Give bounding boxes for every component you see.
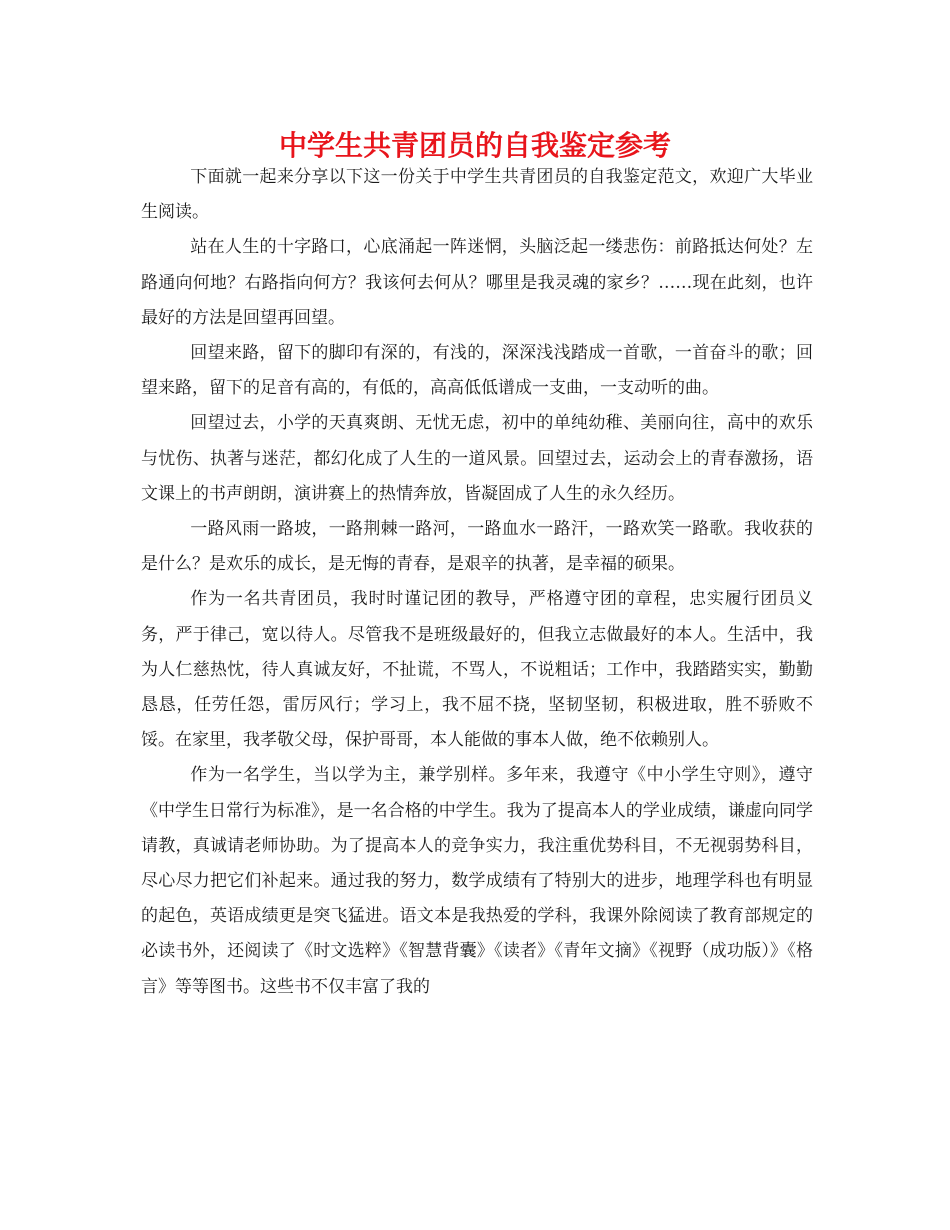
paragraph-crossroads: 站在人生的十字路口，心底涌起一阵迷惘，头脑泛起一缕悲伤：前路抵达何处？左路通向何地？右路指向何方？我该何去何从？哪里是我灵魂的家乡？……现在此刻，也许最好的方法是回望再回望。 [141, 237, 813, 328]
document-body [141, 160, 813, 1005]
document-title: 中学生共青团员的自我鉴定参考 [278, 129, 671, 162]
paragraph-league-member: 作为一名共青团员，我时时谨记团的教导，严格遵守团的章程，忠实履行团员义务，严于律己，宽以待人。尽管我不是班级最好的，但我立志做最好的本人。生活中，我为人仁慈热忱，待人真诚友好，不扯谎，不骂人，不说粗话；工作中，我踏踏实实，勤勤恳恳，任劳任怨，雷厉风行；学习上，我不屈不挠，坚韧坚韧，积极进取，胜不骄败不馁。在家里，我孝敬父母，保护哥哥，本人能做的事本人做，绝不依赖别人。 [141, 589, 813, 751]
paragraph-looking-back-past: 回望过去，小学的天真爽朗、无忧无虑，初中的单纯幼稚、美丽向往，高中的欢乐与忧伤、执著与迷茫，都幻化成了人生的一道风景。回望过去，运动会上的青春激扬，语文课上的书声朗朗，演讲赛上的热情奔放，皆凝固成了人生的永久经历。 [141, 413, 813, 504]
paragraph-looking-back-road: 回望来路，留下的脚印有深的，有浅的，深深浅浅踏成一首歌，一首奋斗的歌；回望来路，留下的足音有高的，有低的，高高低低谱成一支曲，一支动听的曲。 [141, 343, 813, 399]
paragraph-intro: 下面就一起来分享以下这一份关于中学生共青团员的自我鉴定范文，欢迎广大毕业生阅读。 [141, 167, 813, 223]
paragraph-student: 作为一名学生，当以学为主，兼学别样。多年来，我遵守《中小学生守则》，遵守《中学生日常行为标准》，是一名合格的中学生。我为了提高本人的学业成绩，谦虚向同学请教，真诚请老师协助。为了提高本人的竞争实力，我注重优势科目，不无视弱势科目，尽心尽力把它们补起来。通过我的努力，数学成绩有了特别大的进步，地理学科也有明显的起色，英语成绩更是突飞猛进。语文本是我热爱的学科，我课外除阅读了教育部规定的必读书外，还阅读了《时文选粹》《智慧背囊》《读者》《青年文摘》《视野（成功版）》《格言》等等图书。这些书不仅丰富了我的 [141, 765, 813, 997]
paragraph-journey: 一路风雨一路坡，一路荆棘一路河，一路血水一路汗，一路欢笑一路歌。我收获的是什么？是欢乐的成长，是无悔的青春，是艰辛的执著，是幸福的硕果。 [141, 519, 813, 575]
